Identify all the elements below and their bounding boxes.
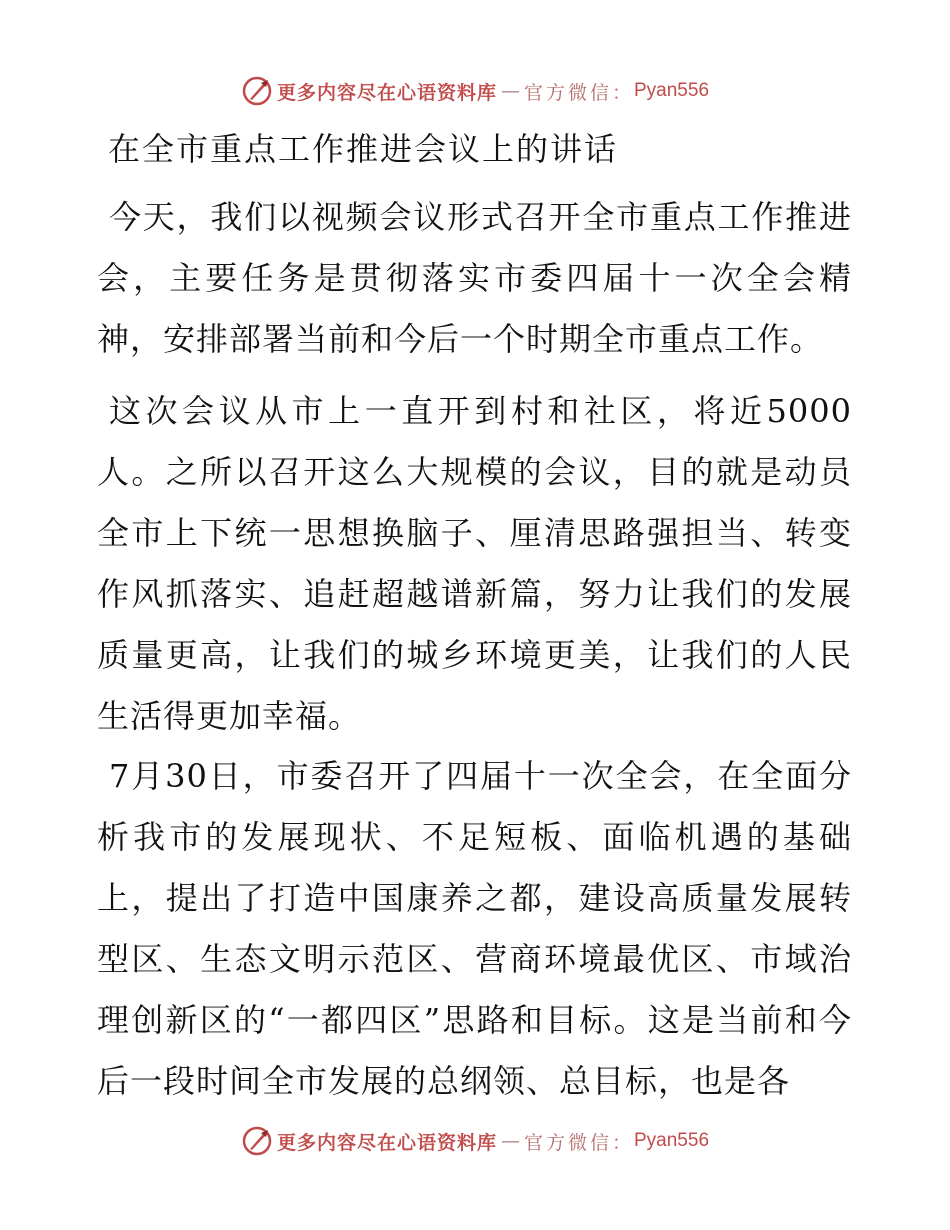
footer-wechat-label: 官方微信： xyxy=(523,1131,634,1154)
footer-banner xyxy=(0,1124,950,1158)
paragraph-2: 这次会议从市上一直开到村和社区，将近5000人。之所以召开这么大规模的会议，目的就是动员全市上下统一思想换脑子、厘清思路强担当、转变作风抓落实、追赶超越谱新篇，努力让我们的发展质量更高，让我们的城乡环境更美，让我们的人民生活得更加幸福。 xyxy=(97,392,852,735)
header-wechat-id: Pyan556 xyxy=(634,80,710,101)
document-title: 在全市重点工作推进会议上的讲话 xyxy=(108,130,619,168)
header-banner xyxy=(0,74,950,108)
quill-circle-logo-icon xyxy=(241,75,273,107)
paragraph-3: 7月30日，市委召开了四届十一次全会，在全面分析我市的发展现状、不足短板、面临机遇的基础上，提出了打造中国康养之都，建设高质量发展转型区、生态文明示范区、营商环境最优区、市域治理创新区的“一都四区”思路和目标。这是当前和今后一段时间全市发展的总纲领、总目标，也是各 xyxy=(97,757,852,1100)
header-wechat-label: 官方微信： xyxy=(523,81,634,104)
footer-banner-separator: — xyxy=(500,1130,520,1152)
header-banner-text: 更多内容尽在心语资料库 xyxy=(276,81,497,104)
footer-banner-text: 更多内容尽在心语资料库 xyxy=(276,1131,497,1154)
footer-wechat-id: Pyan556 xyxy=(634,1130,710,1151)
quill-circle-logo-icon xyxy=(241,1125,273,1157)
header-banner-separator: — xyxy=(500,80,520,102)
paragraph-1: 今天，我们以视频会议形式召开全市重点工作推进会，主要任务是贯彻落实市委四届十一次全会精神，安排部署当前和今后一个时期全市重点工作。 xyxy=(97,198,852,358)
